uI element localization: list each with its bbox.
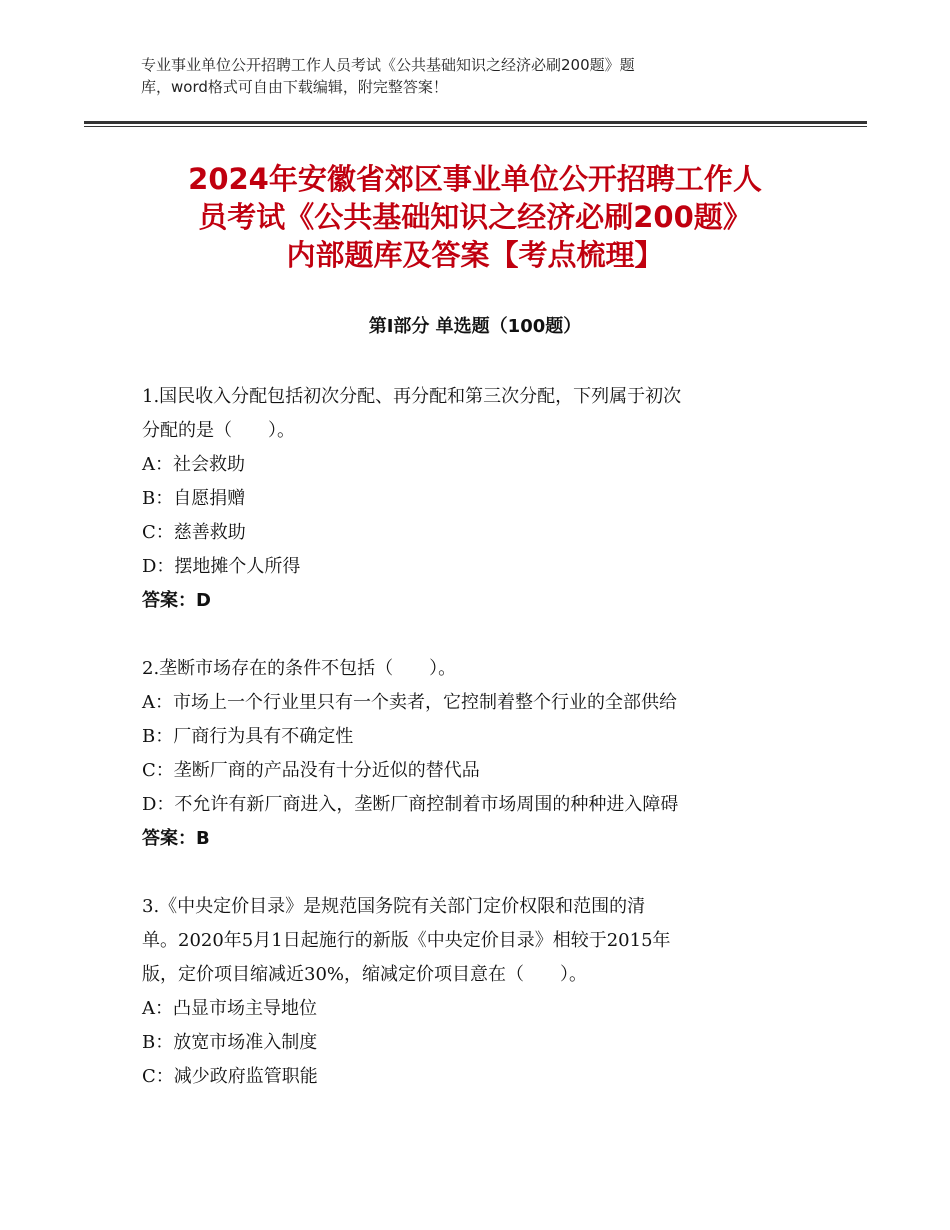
header-divider: [84, 121, 867, 124]
header-note-line: 专业事业单位公开招聘工作人员考试《公共基础知识之经济必刷200题》题: [141, 56, 635, 74]
option-c: C：慈善救助: [142, 522, 246, 543]
title-line: 员考试《公共基础知识之经济必刷200题》: [198, 200, 752, 234]
header-divider-thin: [84, 126, 867, 127]
header-note-line: 库，word格式可自由下载编辑，附完整答案！: [141, 78, 448, 96]
option-b: B：自愿捐赠: [142, 488, 246, 509]
option-c: C：垄断厂商的产品没有十分近似的替代品: [142, 760, 480, 781]
question-stem-line: 单。2020年5月1日起施行的新版《中央定价目录》相较于2015年: [142, 930, 671, 951]
title-line: 内部题库及答案【考点梳理】: [286, 238, 664, 272]
option-d: D：不允许有新厂商进入，垄断厂商控制着市场周围的种种进入障碍: [142, 794, 679, 815]
question-list: [142, 380, 822, 1128]
question-stem-line: 版，定价项目缩减近30%，缩减定价项目意在（ ）。: [142, 964, 588, 985]
question-3: [142, 890, 822, 1094]
question-stem-line: 2.垄断市场存在的条件不包括（ ）。: [142, 658, 457, 679]
option-b: B：厂商行为具有不确定性: [142, 726, 354, 747]
question-stem-line: 分配的是（ ）。: [142, 420, 295, 441]
option-c: C：减少政府监管职能: [142, 1066, 318, 1087]
question-stem: [142, 380, 822, 448]
question-stem: [142, 652, 822, 686]
option-a: A：社会救助: [142, 454, 245, 475]
option-d: D：摆地摊个人所得: [142, 556, 301, 577]
question-stem: [142, 890, 822, 992]
header-note: [141, 54, 781, 98]
option-a: A：市场上一个行业里只有一个卖者，它控制着整个行业的全部供给: [142, 692, 677, 713]
option-b: B：放宽市场准入制度: [142, 1032, 318, 1053]
answer: 答案：D: [142, 590, 211, 611]
option-a: A：凸显市场主导地位: [142, 998, 317, 1019]
question-stem-line: 3.《中央定价目录》是规范国务院有关部门定价权限和范围的清: [142, 896, 646, 917]
document-title: [100, 160, 850, 274]
question-1: [142, 380, 822, 618]
section-title: 第Ⅰ部分 单选题（100题）: [368, 316, 582, 337]
question-2: [142, 652, 822, 856]
question-stem-line: 1.国民收入分配包括初次分配、再分配和第三次分配，下列属于初次: [142, 386, 682, 407]
answer: 答案：B: [142, 828, 210, 849]
title-line: 2024年安徽省郊区事业单位公开招聘工作人: [188, 162, 762, 196]
